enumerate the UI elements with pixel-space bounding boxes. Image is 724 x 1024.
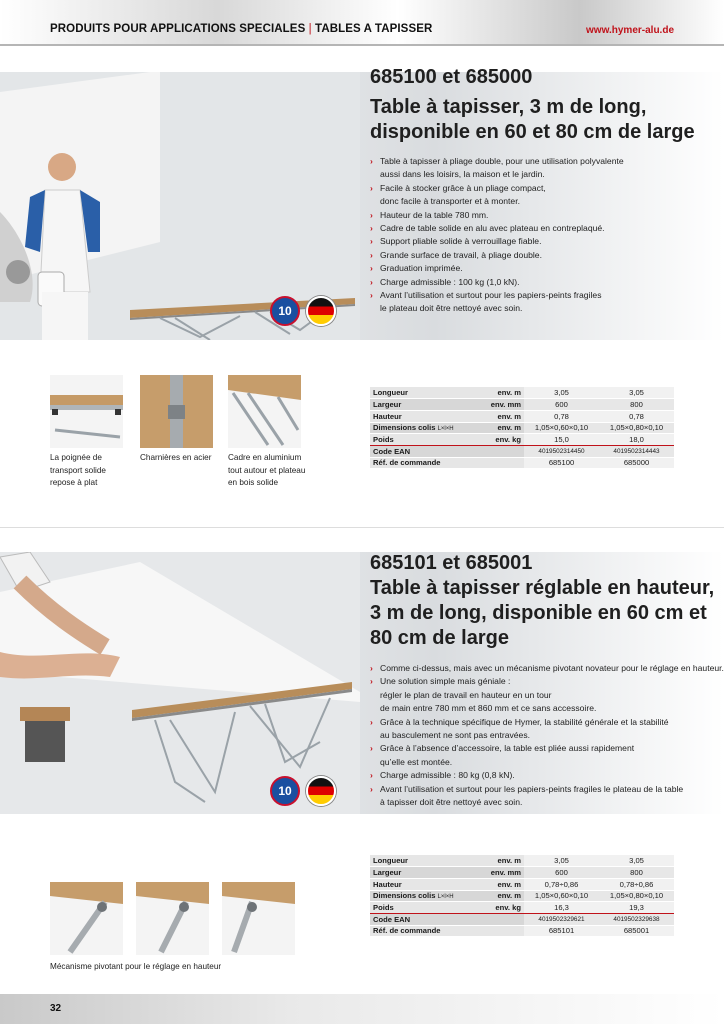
spec-value: 3,05 xyxy=(524,387,599,399)
spec-value: 1,05×0,80×0,10 xyxy=(599,890,674,902)
thumb-pivot-1 xyxy=(50,882,123,955)
spec-unit xyxy=(458,925,524,937)
spec-unit xyxy=(458,445,524,457)
spec-value: 4019502314443 xyxy=(599,445,674,457)
badge-years: 10 xyxy=(278,304,292,318)
feature-item: › Grande surface de travail, à pliage double. xyxy=(370,249,624,262)
table-row xyxy=(370,445,674,457)
spec-value: 15,0 xyxy=(524,434,599,446)
spec-value: 685001 xyxy=(599,925,674,937)
spec-unit xyxy=(458,457,524,469)
table-row xyxy=(370,890,674,902)
header-breadcrumb xyxy=(50,23,432,35)
product2-title-line: 80 cm de large xyxy=(370,627,509,649)
feature-item: › Charge admissible : 80 kg (0,8 kN). xyxy=(370,769,724,782)
spec-value: 685000 xyxy=(599,457,674,469)
header-separator: | xyxy=(308,23,312,35)
spec-value: 685100 xyxy=(524,457,599,469)
feature-item: › Avant l’utilisation et surtout pour les papiers-peints fragiles xyxy=(370,289,624,302)
feature-item: › Facile à stocker grâce à un pliage compact, xyxy=(370,182,624,195)
product1-title-line: Table à tapisser, 3 m de long, xyxy=(370,96,647,118)
feature-item: › Cadre de table solide en alu avec plateau en contreplaqué. xyxy=(370,222,624,235)
table-row xyxy=(370,867,674,879)
spec-unit: env. mm xyxy=(458,399,524,411)
spec-value: 0,78÷0,86 xyxy=(599,878,674,890)
spec-label: Longueur xyxy=(370,387,458,399)
spec-label: Dimensions colis L×l×H xyxy=(370,890,458,902)
feature-item: › Support pliable solide à verrouillage fiable. xyxy=(370,235,624,248)
thumb-carry-handle xyxy=(50,375,123,448)
spec-value: 600 xyxy=(524,399,599,411)
product1-title xyxy=(370,95,695,145)
spec-value: 800 xyxy=(599,867,674,879)
spec-unit: env. m xyxy=(458,410,524,422)
spec-unit xyxy=(458,913,524,925)
pivot-thumbs-caption: Mécanisme pivotant pour le réglage en hauteur xyxy=(50,962,222,971)
header-url-link[interactable]: www.hymer-alu.de xyxy=(586,25,674,36)
product1-title-line: disponible en 60 et 80 cm de large xyxy=(370,121,695,143)
badge-years: 10 xyxy=(278,784,292,798)
feature-item: › Hauteur de la table 780 mm. xyxy=(370,209,624,222)
page-footer-bar xyxy=(0,994,724,1024)
spec-value: 19,3 xyxy=(599,902,674,914)
table-row xyxy=(370,457,674,469)
spec-value: 600 xyxy=(524,867,599,879)
ten-year-warranty-badge xyxy=(270,776,300,806)
product2-spec-table xyxy=(370,855,674,937)
product2-numbers: 685101 et 685001 xyxy=(370,552,533,574)
table-row xyxy=(370,399,674,411)
spec-value: 800 xyxy=(599,399,674,411)
spec-label: Code EAN xyxy=(370,913,458,925)
spec-label: Hauteur xyxy=(370,878,458,890)
spec-unit: env. m xyxy=(458,890,524,902)
spec-value: 18,0 xyxy=(599,434,674,446)
header-category: PRODUITS POUR APPLICATIONS SPECIALES xyxy=(50,23,306,35)
spec-value: 4019502314450 xyxy=(524,445,599,457)
feature-item: › Graduation imprimée. xyxy=(370,262,624,275)
spec-value: 4019502329621 xyxy=(524,913,599,925)
ten-year-warranty-badge xyxy=(270,296,300,326)
thumb-pivot-3 xyxy=(222,882,295,955)
thumb1-caption: La poignée de transport solide repose à plat xyxy=(50,453,106,487)
table-row xyxy=(370,434,674,446)
spec-unit: env. kg xyxy=(458,902,524,914)
thumb-pivot-2 xyxy=(136,882,209,955)
spec-value: 0,78÷0,86 xyxy=(524,878,599,890)
spec-value: 1,05×0,60×0,10 xyxy=(524,422,599,434)
feature-item-cont: régler le plan de travail en hauteur en un tour xyxy=(380,689,552,700)
spec-unit: env. kg xyxy=(458,434,524,446)
made-in-germany-badge xyxy=(306,776,336,806)
spec-label: Dimensions colis L×l×H xyxy=(370,422,458,434)
feature-item: › Comme ci-dessus, mais avec un mécanisme pivotant novateur pour le réglage en hauteur. xyxy=(370,662,724,675)
feature-item: › Une solution simple mais géniale : xyxy=(370,675,724,688)
product2-title-line: 3 m de long, disponible en 60 cm et xyxy=(370,602,707,624)
spec-label: Code EAN xyxy=(370,445,458,457)
spec-label: Réf. de commande xyxy=(370,925,458,937)
spec-unit: env. m xyxy=(458,387,524,399)
spec-unit: env. m xyxy=(458,855,524,867)
feature-item-cont: au basculement ne sont pas entravées. xyxy=(380,730,531,741)
feature-item: › Charge admissible : 100 kg (1,0 kN). xyxy=(370,276,624,289)
spec-value: 0,78 xyxy=(599,410,674,422)
table-row xyxy=(370,410,674,422)
spec-value: 3,05 xyxy=(599,387,674,399)
spec-value: 1,05×0,60×0,10 xyxy=(524,890,599,902)
product1-feature-list xyxy=(370,155,624,316)
spec-value: 3,05 xyxy=(599,855,674,867)
thumb2-caption: Charnières en acier xyxy=(140,453,212,462)
spec-label: Poids xyxy=(370,434,458,446)
feature-item-cont: de main entre 780 mm et 860 mm et ce sans accessoire. xyxy=(380,703,597,714)
spec-value: 4019502329638 xyxy=(599,913,674,925)
table-row xyxy=(370,855,674,867)
table-row xyxy=(370,387,674,399)
page-number: 32 xyxy=(50,1003,62,1014)
feature-item: › Grâce à la technique spécifique de Hymer, la stabilité générale et la stabilité xyxy=(370,716,724,729)
thumb3-caption: Cadre en aluminium tout autour et plateau en bois solide xyxy=(228,453,306,487)
product1-spec-table xyxy=(370,387,674,469)
spec-label: Largeur xyxy=(370,399,458,411)
product1-numbers: 685100 et 685000 xyxy=(370,66,533,88)
spec-value: 0,78 xyxy=(524,410,599,422)
spec-label: Poids xyxy=(370,902,458,914)
spec-label: Hauteur xyxy=(370,410,458,422)
table-row xyxy=(370,925,674,937)
spec-label: Réf. de commande xyxy=(370,457,458,469)
feature-item-cont: qu’elle est montée. xyxy=(380,756,453,767)
spec-unit: env. m xyxy=(458,422,524,434)
feature-item-cont: à tapisser doit être nettoyé avec soin. xyxy=(380,797,523,808)
feature-item: › Avant l’utilisation et surtout pour les papiers-peints fragiles le plateau de la table xyxy=(370,783,724,796)
spec-label: Longueur xyxy=(370,855,458,867)
made-in-germany-badge xyxy=(306,296,336,326)
thumb-aluminium-frame xyxy=(228,375,301,448)
product2-title-line: Table à tapisser réglable en hauteur, xyxy=(370,577,715,599)
table-row xyxy=(370,902,674,914)
feature-item-cont: aussi dans les loisirs, la maison et le jardin. xyxy=(380,169,545,180)
spec-value: 685101 xyxy=(524,925,599,937)
product2-feature-list xyxy=(370,662,724,809)
table-row xyxy=(370,878,674,890)
table-row xyxy=(370,913,674,925)
spec-value: 1,05×0,80×0,10 xyxy=(599,422,674,434)
product2-title xyxy=(370,576,714,651)
feature-item: › Table à tapisser à pliage double, pour une utilisation polyvalente xyxy=(370,155,624,168)
spec-value: 3,05 xyxy=(524,855,599,867)
section-divider xyxy=(0,527,724,528)
spec-unit: env. m xyxy=(458,878,524,890)
feature-item: › Grâce à l’absence d’accessoire, la table est pliée aussi rapidement xyxy=(370,742,724,755)
header-subcategory: TABLES A TAPISSER xyxy=(315,23,433,35)
spec-label: Largeur xyxy=(370,867,458,879)
spec-value: 16,3 xyxy=(524,902,599,914)
feature-item-cont: donc facile à transporter et à monter. xyxy=(380,196,520,207)
product1-hero-photo xyxy=(0,72,360,340)
header-divider xyxy=(0,44,724,46)
table-row xyxy=(370,422,674,434)
thumb-steel-hinges xyxy=(140,375,213,448)
spec-unit: env. mm xyxy=(458,867,524,879)
product2-hero-photo xyxy=(0,552,360,814)
feature-item-cont: le plateau doit être nettoyé avec soin. xyxy=(380,303,523,314)
